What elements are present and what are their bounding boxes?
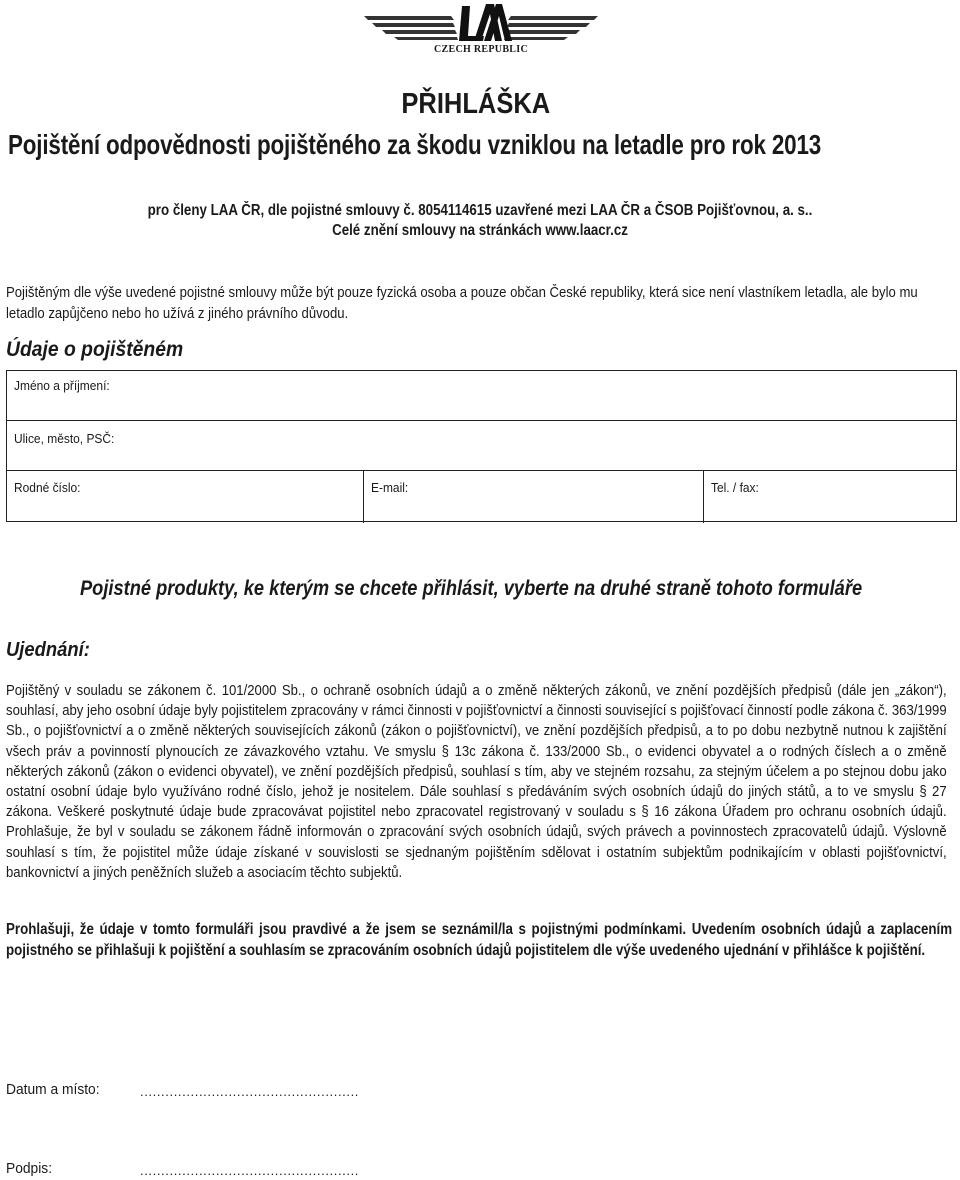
form-subtitle: Pojištění odpovědnosti pojištěného za škodu vzniklou na letadle pro rok 2013: [8, 129, 822, 160]
signature-label: Podpis:: [6, 1160, 53, 1177]
signature-line[interactable]: ....................................................: [140, 1163, 360, 1178]
date-place-line[interactable]: ....................................................: [140, 1084, 360, 1099]
logo-caption: CZECH REPUBLIC: [434, 44, 528, 55]
email-field[interactable]: [364, 471, 703, 521]
agreement-heading: Ujednání:: [6, 639, 90, 661]
agreement-paragraph: Pojištěný v souladu se zákonem č. 101/2000 Sb., o ochraně osobních údajů a o změně některých zákonů, ve znění pozdějších předpisů (dále jen „zákon“), souhlasí, aby jeho osobní údaje byly pojistitelem zpracovány v rámci činnosti v pojišťovnictví a činnosti související s pojišťovací činností podle zákona č. 363/1999 Sb., o pojišťovnictví a o změně některých souvisejících zákonů (zákon o pojišťovnictví), ve znění pozdějších předpisů, a to po dobu nezbytně nutnou k zajištění všech práv a povinností plynoucích ze závazkového vztahu. Ve smyslu § 13c zákona č. 133/2000 Sb., o evidenci obyvatel a o rodných číslech a o změně některých zákonů (zákon o evidenci obyvatel), ve znění pozdějších předpisů, souhlasí s tím, aby ve stejném rozsahu, za stejným účelem a po stejnou dobu jako ostatní osobní údaje bylo využíváno rodné číslo, jehož je nositelem. Dále souhlasí s předáváním svých osobních údajů do jiných států, a to ve smyslu § 27 zákona. Veškeré poskytnuté údaje bude zpracovávat pojistitel nebo zpracovatel registrovaný v souladu s § 16 zákona Úřadem pro ochranu osobních údajů. Prohlašuje, že byl v souladu se zákonem řádně informován o zpracování svých osobních údajů, svých právech a povinnostech zpracovatelů údajů. Výslovně souhlasí s tím, že pojistitel může údaje získané v souvislosti se sjednaným pojištěním sdělovat i ostatním subjektům podnikajícím v oblasti pojišťovnictví, bankovnictví a jiných peněžních služeb a asociacím těchto subjektů.: [6, 682, 947, 881]
contract-line: pro členy LAA ČR, dle pojistné smlouvy č. 8054114615 uzavřené mezi LAA ČR a ČSOB Pojišťovnou, a. s..: [147, 202, 813, 219]
date-place-label: Datum a místo:: [6, 1081, 100, 1098]
phone-field[interactable]: [704, 471, 956, 521]
email-label: E-mail:: [371, 480, 409, 495]
address-label: Ulice, město, PSČ:: [14, 431, 115, 446]
phone-label: Tel. / fax:: [711, 480, 759, 495]
declaration-paragraph: Prohlašuji, že údaje v tomto formuláři jsou pravdivé a že jsem se seznámil/la s pojistnými podmínkami. Uvedením osobních údajů a zaplacením pojistného se přihlašuji k pojištění a souhlasím se zpracováním osobních údajů pojistitelem dle výše uvedeného ujednání v přihlášce k pojištění.: [6, 921, 953, 959]
name-row[interactable]: [7, 371, 956, 421]
insured-heading: Údaje o pojištěném: [6, 338, 184, 361]
intro-paragraph: Pojištěným dle výše uvedené pojistné smlouvy může být pouze fyzická osoba a pouze občan České republiky, která sice není vlastníkem letadla, ale bylo mu letadlo zapůjčeno nebo ho užívá z jiného právního důvodu.: [6, 284, 918, 322]
insured-form: [6, 370, 957, 522]
laa-logo: [356, 2, 606, 60]
products-note: Pojistné produkty, ke kterým se chcete přihlásit, vyberte na druhé straně tohoto formuláře: [80, 577, 863, 600]
address-row[interactable]: [7, 421, 956, 471]
form-title: PŘIHLÁŠKA: [401, 88, 551, 120]
contract-website-line: Celé znění smlouvy na stránkách www.laacr.cz: [332, 222, 628, 239]
birth-number-field[interactable]: [7, 471, 363, 521]
name-label: Jméno a příjmení:: [14, 378, 110, 393]
birth-number-label: Rodné číslo:: [14, 480, 81, 495]
